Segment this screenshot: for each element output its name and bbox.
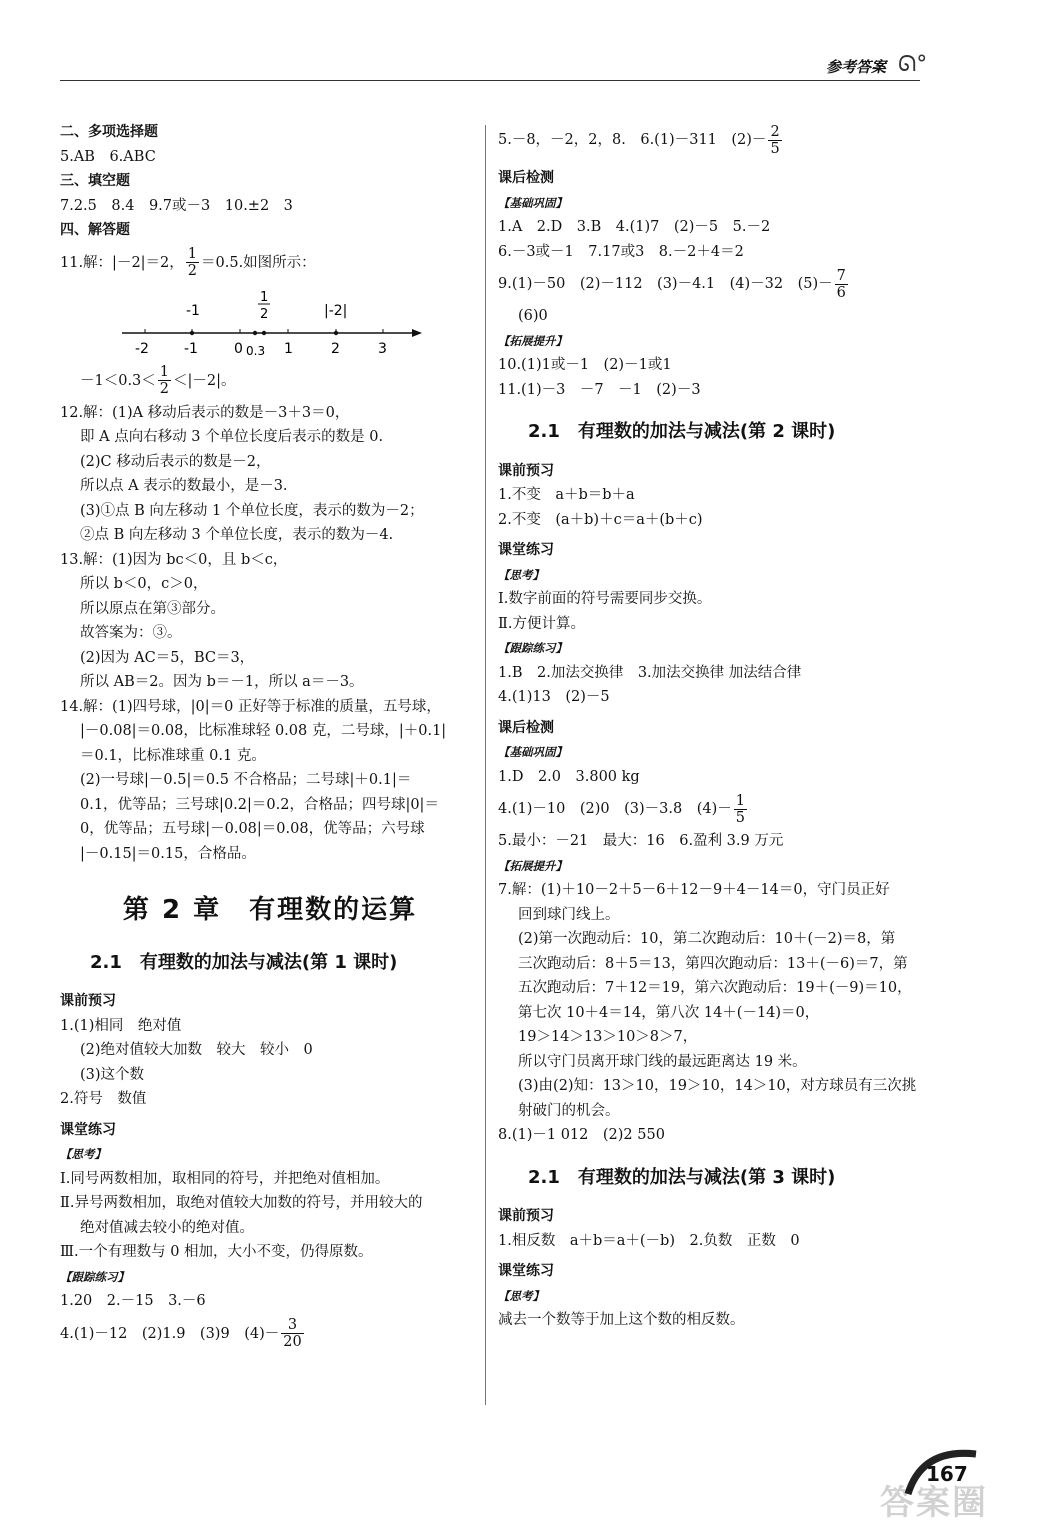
answer-line: |－0.08|＝0.08，比标准球轻 0.08 克，二号球，|＋0.1| — [80, 723, 447, 739]
left-column — [60, 120, 480, 1354]
answer-line: 所以守门员离开球门线的最远距离达 19 米。 — [518, 1053, 807, 1070]
tag-label: 【思考】 — [60, 1147, 106, 1161]
answer-line — [60, 361, 480, 401]
answer-line: (3)这个数 — [80, 1066, 145, 1083]
answer-line: (3)①点 B 向左移动 1 个单位长度，表示的数为－2； — [80, 502, 424, 519]
compare-text: ＜|－2|。 — [173, 372, 236, 389]
fraction-numerator: 1 — [735, 792, 745, 809]
fraction — [768, 124, 781, 157]
answer-line: 故答案为：③。 — [80, 625, 182, 641]
answer-text: 5.－8，－2，2，8. 6.(1)－311 (2)－ — [498, 132, 767, 148]
answer-line: 即 A 点向右移动 3 个单位长度后表示的数是 0. — [80, 429, 384, 445]
answer-line: 1.D 2.0 3.800 kg — [498, 768, 640, 785]
answer-line-q11 — [60, 243, 480, 283]
answer-line: 减去一个数等于加上这个数的相反数。 — [498, 1312, 745, 1328]
subsection-heading: 课前预习 — [498, 462, 554, 479]
fraction — [158, 364, 171, 397]
answer-line: 14.解：(1)四号球，|0|＝0 正好等于标准的质量，五号球， — [60, 698, 441, 715]
answer-line: 10.(1)1或－1 (2)－1或1 — [498, 357, 672, 373]
tag-label: 【思考】 — [498, 567, 544, 582]
number-line-arrow-icon — [412, 329, 422, 337]
subsection-heading: 课后检测 — [498, 719, 554, 736]
point-marker — [334, 330, 338, 334]
fraction-numerator: 7 — [836, 267, 846, 284]
answer-line: Ⅰ.数字前面的符号需要同步交换。 — [498, 591, 712, 607]
q11-text: 11.解：|－2|＝2， — [60, 254, 184, 271]
label-minus-one-top: -1 — [186, 302, 200, 319]
answer-text: 4.(1)－10 (2)0 (3)－3.8 (4)－ — [498, 801, 732, 817]
answer-line: 五次跑动后：7＋12＝19，第六次跑动后：19＋(－9)＝10， — [518, 980, 912, 996]
fraction-denominator: 6 — [836, 284, 846, 301]
answer-line: 12.解：(1)A 移动后表示的数是－3＋3＝0， — [60, 404, 350, 421]
number-line-figure — [60, 283, 480, 361]
answer-line: ②点 B 向左移动 3 个单位长度，表示的数为－4. — [80, 527, 394, 543]
answer-line: 8.(1)－1 012 (2)2 550 — [498, 1127, 665, 1143]
fraction-denominator: 2 — [159, 381, 170, 397]
compare-text: －1＜0.3＜ — [80, 372, 156, 389]
tag-label: 【思考】 — [498, 1288, 544, 1303]
fraction — [835, 268, 848, 301]
answer-line: 1.A 2.D 3.B 4.(1)7 (2)－5 5.－2 — [498, 219, 771, 235]
fraction-numerator: 3 — [281, 1317, 303, 1334]
answer-line: (3)由(2)知：13＞10，19＞10，14＞10，对方球员有三次挑 — [518, 1078, 917, 1094]
answer-line: 2.不变 (a＋b)＋c＝a＋(b＋c) — [498, 511, 703, 528]
section-heading: 三、填空题 — [60, 173, 130, 189]
section-heading: 四、解答题 — [60, 222, 130, 238]
answer-line: (2)一号球|－0.5|＝0.5 不合格品；二号球|＋0.1|＝ — [80, 772, 412, 788]
subsection-heading: 课堂练习 — [60, 1121, 116, 1138]
label-half-denominator: 2 — [260, 306, 269, 322]
subsection-heading: 课后检测 — [498, 170, 554, 186]
subsection-heading: 课堂练习 — [498, 542, 554, 558]
answer-line: 所以点 A 表示的数最小，是－3. — [80, 478, 288, 494]
answer-line: 7.解：(1)＋10－2＋5－6＋12－9＋4－14＝0，守门员正好 — [498, 882, 890, 898]
answer-line: 射破门的机会。 — [518, 1102, 620, 1119]
answer-line: 回到球门线上。 — [518, 906, 620, 923]
tag-label: 【跟踪练习】 — [60, 1269, 129, 1284]
answer-line: 1.B 2.加法交换律 3.加法交换律 加法结合律 — [498, 664, 802, 681]
answer-line: 三次跑动后：8＋5＝13，第四次跑动后：13＋(－6)＝7，第 — [518, 955, 908, 972]
answer-line: 1.20 2.－15 3.－6 — [60, 1293, 206, 1309]
label-half-numerator: 1 — [260, 289, 269, 305]
fraction-denominator: 20 — [283, 1334, 302, 1350]
lesson-title: 2.1 有理数的加法与减法(第 3 课时) — [528, 1166, 836, 1188]
header-rule — [60, 80, 920, 81]
page-number: 167 — [926, 1462, 968, 1486]
header-title: 参考答案 — [826, 58, 887, 76]
answer-line — [498, 120, 918, 160]
answer-line: 所以原点在第③部分。 — [80, 600, 225, 617]
answer-line: 第七次 10＋4＝14，第八次 14＋(－14)＝0， — [518, 1004, 820, 1021]
tag-label: 【拓展提升】 — [498, 858, 567, 873]
answer-line: (2)C 移动后表示的数是－2， — [80, 453, 271, 470]
answer-text: 4.(1)－12 (2)1.9 (3)9 (4)－ — [60, 1325, 280, 1342]
answer-line: 7.2.5 8.4 9.7或－3 10.±2 3 — [60, 197, 293, 214]
tag-label: 【拓展提升】 — [498, 333, 567, 348]
answer-line: 19＞14＞13＞10＞8＞7， — [518, 1029, 698, 1045]
subsection-heading: 课前预习 — [60, 993, 116, 1009]
section-heading: 二、多项选择题 — [60, 124, 158, 140]
answer-line: 4.(1)13 (2)－5 — [498, 689, 610, 705]
answer-line: 11.(1)－3 －7 －1 (2)－3 — [498, 381, 701, 398]
lesson-title: 2.1 有理数的加法与减法(第 1 课时) — [90, 951, 398, 973]
answer-line — [498, 789, 918, 829]
answer-line: 绝对值减去较小的绝对值。 — [80, 1219, 254, 1236]
tick-label: -1 — [184, 340, 198, 357]
answer-line: 1.(1)相同 绝对值 — [60, 1017, 182, 1034]
point-marker — [262, 330, 266, 334]
number-line-svg — [60, 283, 480, 361]
answer-line — [498, 264, 918, 304]
column-divider — [485, 125, 486, 1405]
point-marker — [253, 330, 257, 334]
q11-text: ＝0.5.如图所示： — [201, 254, 316, 271]
answer-line: Ⅰ.同号两数相加，取相同的符号，并把绝对值相加。 — [60, 1170, 390, 1187]
answer-line: 1.不变 a＋b＝b＋a — [498, 487, 635, 503]
fraction — [186, 246, 199, 279]
answer-line: Ⅲ.一个有理数与 0 相加，大小不变，仍得原数。 — [60, 1244, 373, 1260]
chapter-title: 第 2 章 有理数的运算 — [122, 895, 418, 925]
fraction-denominator: 5 — [735, 809, 745, 826]
subsection-heading: 课前预习 — [498, 1208, 554, 1224]
fraction — [734, 793, 747, 826]
answer-line: (2)第一次跑动后：10，第二次跑动后：10＋(－2)＝8，第 — [518, 931, 896, 947]
answer-line: 2.符号 数值 — [60, 1091, 147, 1107]
fraction-denominator: 5 — [770, 140, 780, 157]
answer-line: ＝0.1，比标准球重 0.1 克。 — [80, 747, 266, 764]
answer-line: 1.相反数 a＋b＝a＋(－b) 2.负数 正数 0 — [498, 1232, 800, 1249]
answer-line: 5.AB 6.ABC — [60, 148, 156, 165]
tag-label: 【跟踪练习】 — [498, 641, 567, 655]
lesson-title: 2.1 有理数的加法与减法(第 2 课时) — [528, 421, 836, 442]
tick-label: 0 — [234, 340, 243, 357]
point-marker — [190, 330, 194, 334]
tick-label: 0.3 — [246, 343, 266, 358]
fraction-numerator: 1 — [187, 246, 198, 262]
tag-label: 【基础巩固】 — [498, 195, 567, 210]
answer-line: Ⅱ.异号两数相加，取绝对值较大加数的符号，并用较大的 — [60, 1195, 423, 1211]
answer-line: 5.最小：－21 最大：16 6.盈利 3.9 万元 — [498, 833, 784, 849]
tick-label: 1 — [284, 340, 293, 357]
answer-line: 所以 b＜0，c＞0， — [80, 576, 208, 592]
header-swirl-icon: ᘏ° — [898, 52, 928, 77]
answer-line: Ⅱ.方便计算。 — [498, 615, 585, 632]
fraction-numerator: 1 — [159, 364, 170, 380]
tick-label: 2 — [331, 340, 340, 357]
tick-label: -2 — [135, 340, 149, 357]
answer-text: 9.(1)－50 (2)－112 (3)－4.1 (4)－32 (5)－ — [498, 276, 833, 292]
fraction — [281, 1317, 303, 1350]
tag-label: 【基础巩固】 — [498, 745, 567, 759]
right-column — [498, 120, 918, 1333]
answer-line: |－0.15|＝0.15，合格品。 — [80, 845, 256, 862]
answer-line: (2)绝对值较大加数 较大 较小 0 — [80, 1042, 313, 1058]
answer-line: 所以 AB＝2。因为 b＝－1，所以 a＝－3。 — [80, 674, 364, 690]
answer-line — [60, 1314, 480, 1354]
answer-line: (6)0 — [518, 308, 548, 324]
answer-line: 13.解：(1)因为 bc＜0，且 b＜c， — [60, 551, 288, 568]
answer-line: 6.－3或－1 7.17或3 8.－2＋4＝2 — [498, 243, 744, 260]
label-abs-minus-two: |-2| — [324, 302, 348, 319]
fraction-numerator: 2 — [770, 123, 780, 140]
answer-line: 0.1，优等品；三号球|0.2|＝0.2，合格品；四号球|0|＝ — [80, 796, 439, 813]
watermark: 答案圈 — [880, 1483, 988, 1523]
tick-label: 3 — [378, 340, 387, 357]
subsection-heading: 课堂练习 — [498, 1263, 554, 1279]
answer-line: (2)因为 AC＝5，BC＝3， — [80, 649, 255, 666]
answer-line: 0，优等品；五号球|－0.08|＝0.08，优等品；六号球 — [80, 821, 425, 837]
fraction-denominator: 2 — [187, 263, 198, 279]
